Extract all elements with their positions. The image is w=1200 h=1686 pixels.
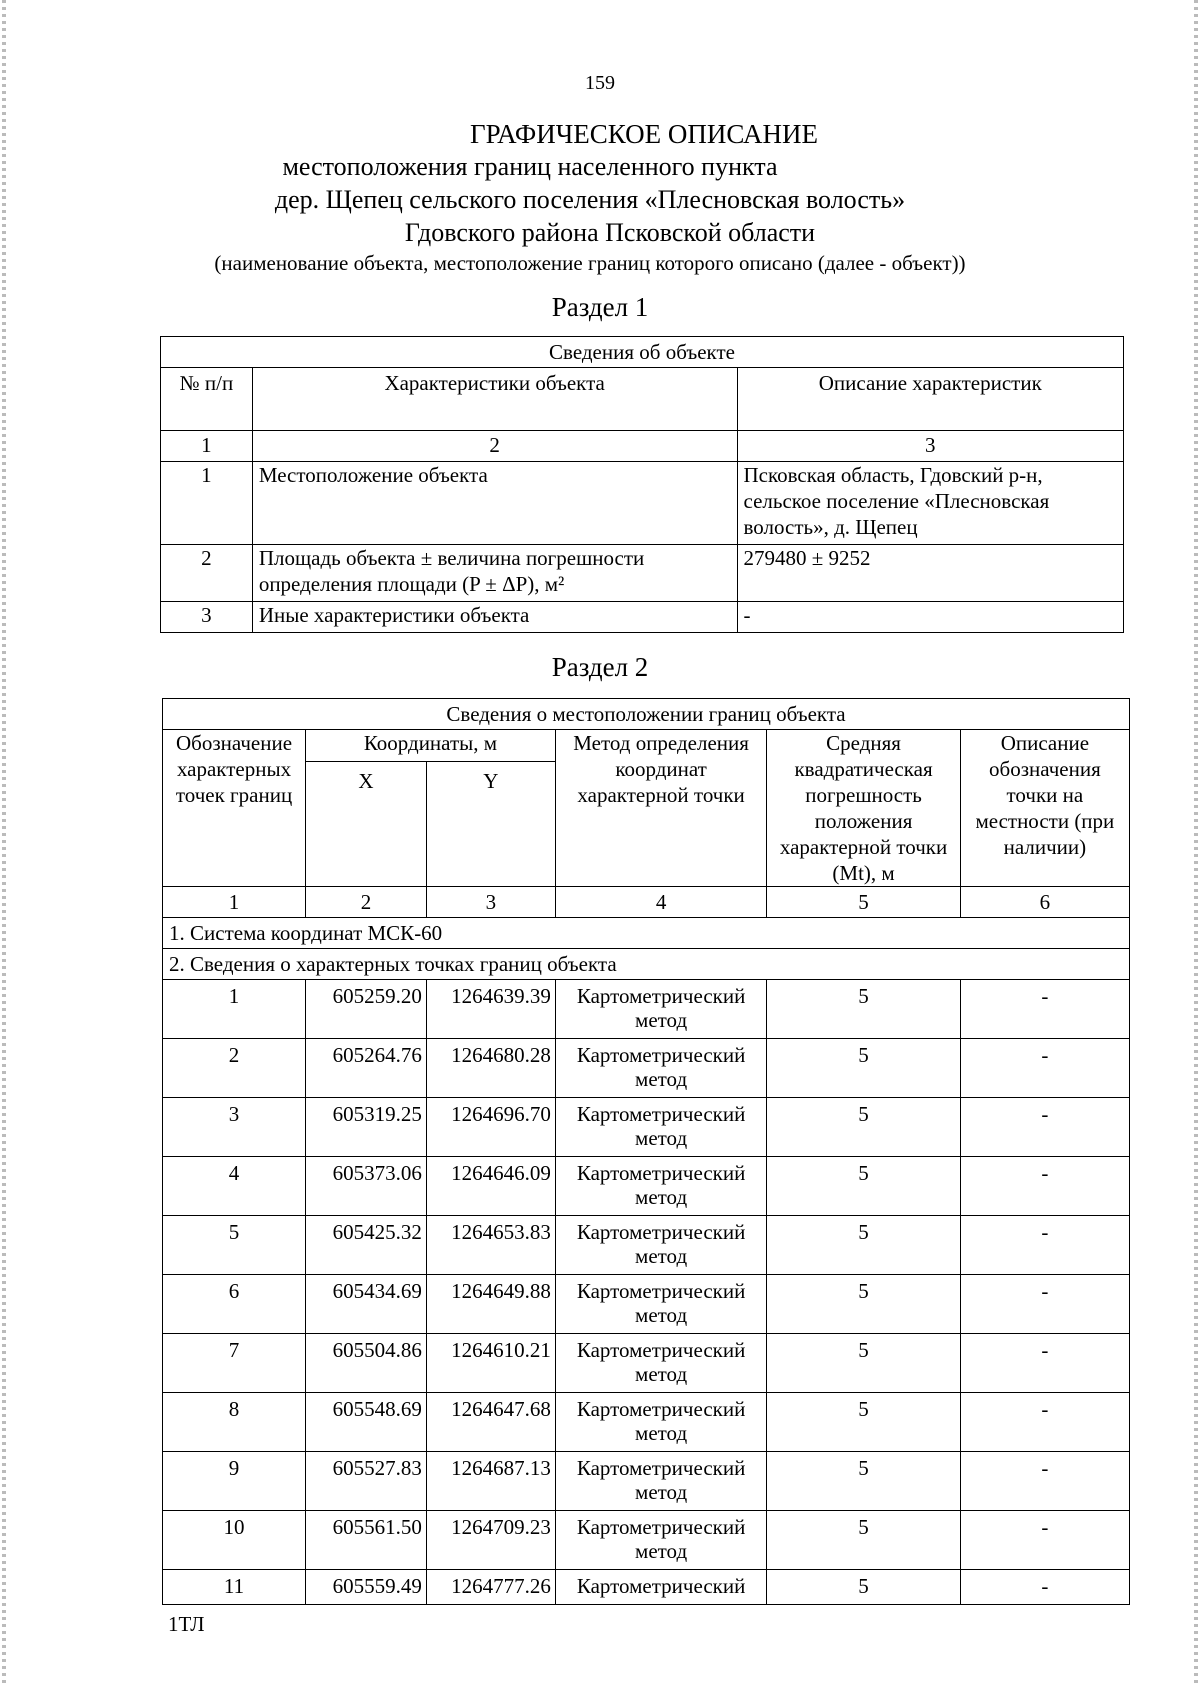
point-number: 6 (163, 1275, 306, 1334)
title-block (60, 118, 1200, 277)
title-line-1: местоположения границ населенного пункта (282, 152, 778, 181)
title-line-3: Гдовского района Псковской области (404, 218, 816, 247)
method: Картометрический метод (555, 1157, 767, 1216)
coord-y: 1264649.88 (426, 1275, 555, 1334)
method: Картометрический метод (555, 1275, 767, 1334)
characteristic-value: 279480 ± 9252 (737, 545, 1124, 602)
table-row (161, 462, 1124, 545)
document-title: ГРАФИЧЕСКОЕ ОПИСАНИЕ (469, 119, 819, 149)
method: Картометрический метод (555, 1511, 767, 1570)
coord-y: 1264647.68 (426, 1393, 555, 1452)
coord-x: 605548.69 (306, 1393, 427, 1452)
coord-y: 1264680.28 (426, 1039, 555, 1098)
table-row (163, 980, 1130, 1039)
mt-value: 5 (767, 1393, 960, 1452)
coord-x: 605559.49 (306, 1570, 427, 1605)
point-description: - (960, 1039, 1129, 1098)
coord-y: 1264777.26 (426, 1570, 555, 1605)
coord-x: 605561.50 (306, 1511, 427, 1570)
point-number: 11 (163, 1570, 306, 1605)
characteristic-value: - (737, 602, 1124, 633)
characteristic-name: Иные характеристики объекта (252, 602, 737, 633)
method: Картометрический метод (555, 980, 767, 1039)
points-body (163, 980, 1130, 1605)
point-number: 7 (163, 1334, 306, 1393)
method: Картометрический метод (555, 1098, 767, 1157)
point-number: 3 (163, 1098, 306, 1157)
mt-value: 5 (767, 1098, 960, 1157)
coord-y: 1264639.39 (426, 980, 555, 1039)
title-line-2: дер. Щепец сельского поселения «Плесновская волость» (274, 185, 906, 214)
row-number: 3 (161, 602, 253, 633)
row-number: 1 (161, 462, 253, 545)
coord-x: 605527.83 (306, 1452, 427, 1511)
table-row (163, 1275, 1130, 1334)
point-description: - (960, 1334, 1129, 1393)
table-row (163, 1570, 1130, 1605)
mt-value: 5 (767, 1334, 960, 1393)
point-description: - (960, 1275, 1129, 1334)
mt-value: 5 (767, 1216, 960, 1275)
object-info-table (160, 336, 1124, 633)
table-row (163, 1334, 1130, 1393)
title-note: (наименование объекта, местоположение границ которого описано (далее - объект)) (214, 251, 966, 275)
point-number: 5 (163, 1216, 306, 1275)
point-number: 4 (163, 1157, 306, 1216)
coord-y: 1264696.70 (426, 1098, 555, 1157)
point-number: 2 (163, 1039, 306, 1098)
coord-y: 1264653.83 (426, 1216, 555, 1275)
coord-y: 1264709.23 (426, 1511, 555, 1570)
mt-value: 5 (767, 1039, 960, 1098)
method: Картометрический метод (555, 1334, 767, 1393)
point-description: - (960, 1157, 1129, 1216)
point-description: - (960, 980, 1129, 1039)
table-row (163, 1393, 1130, 1452)
point-description: - (960, 1570, 1129, 1605)
table-caption: Сведения об объекте (161, 337, 1124, 368)
characteristic-value: Псковская область, Гдовский р-н, сельское поселение «Плесновская волость», д. Щепец (737, 462, 1124, 545)
column-number: 4 (555, 887, 767, 918)
coord-y: 1264687.13 (426, 1452, 555, 1511)
section-2-title: Раздел 2 (551, 652, 649, 682)
coord-y: 1264610.21 (426, 1334, 555, 1393)
points-caption-row: 2. Сведения о характерных точках границ объекта (163, 949, 1130, 980)
column-number: 6 (960, 887, 1129, 918)
table-row (163, 1098, 1130, 1157)
method: Картометрический метод (555, 1393, 767, 1452)
column-header-y: Y (426, 761, 555, 886)
point-number: 9 (163, 1452, 306, 1511)
column-header: Характеристики объекта (252, 368, 737, 431)
mt-value: 5 (767, 1511, 960, 1570)
column-header: Координаты, м (306, 730, 556, 762)
point-description: - (960, 1511, 1129, 1570)
point-number: 8 (163, 1393, 306, 1452)
column-number: 3 (737, 431, 1124, 462)
mt-value: 5 (767, 1570, 960, 1605)
coord-x: 605259.20 (306, 980, 427, 1039)
coord-x: 605434.69 (306, 1275, 427, 1334)
method: Картометрический метод (555, 1452, 767, 1511)
column-number: 5 (767, 887, 960, 918)
point-description: - (960, 1452, 1129, 1511)
point-description: - (960, 1393, 1129, 1452)
point-number: 10 (163, 1511, 306, 1570)
point-number: 1 (163, 980, 306, 1039)
column-header: Обозначение характерных точек границ (163, 730, 306, 887)
column-header-x: X (306, 761, 427, 886)
method: Картометрический метод (555, 1039, 767, 1098)
point-description: - (960, 1098, 1129, 1157)
table-caption: Сведения о местоположении границ объекта (163, 699, 1130, 730)
coord-x: 605373.06 (306, 1157, 427, 1216)
coord-x: 605504.86 (306, 1334, 427, 1393)
table-row (163, 1511, 1130, 1570)
row-number: 2 (161, 545, 253, 602)
table-row (163, 1452, 1130, 1511)
column-number: 3 (426, 887, 555, 918)
column-number: 2 (252, 431, 737, 462)
point-description: - (960, 1216, 1129, 1275)
coord-x: 605264.76 (306, 1039, 427, 1098)
footer-code: 1ТЛ (168, 1612, 205, 1636)
coord-x: 605319.25 (306, 1098, 427, 1157)
column-header: Метод определения координат характерной точки (555, 730, 767, 887)
characteristic-name: Площадь объекта ± величина погрешности определения площади (P ± ΔP), м² (252, 545, 737, 602)
column-number: 1 (163, 887, 306, 918)
coord-y: 1264646.09 (426, 1157, 555, 1216)
table-row (163, 1039, 1130, 1098)
table-row (161, 602, 1124, 633)
column-number: 1 (161, 431, 253, 462)
column-header: Описание обозначения точки на местности (при наличии) (960, 730, 1129, 887)
page-number: 159 (585, 72, 615, 94)
boundary-points-table (162, 698, 1130, 1605)
mt-value: 5 (767, 1157, 960, 1216)
method: Картометрический метод (555, 1216, 767, 1275)
table-row (163, 1216, 1130, 1275)
table-row (161, 545, 1124, 602)
column-header: Средняя квадратическая погрешность положения характерной точки (Mt), м (767, 730, 960, 887)
section-1-title: Раздел 1 (551, 292, 649, 322)
mt-value: 5 (767, 1275, 960, 1334)
method: Картометрический (555, 1570, 767, 1605)
characteristic-name: Местоположение объекта (252, 462, 737, 545)
column-header: № п/п (161, 368, 253, 431)
table-row (163, 1157, 1130, 1216)
coordinate-system-row: 1. Система координат МСК-60 (163, 918, 1130, 949)
mt-value: 5 (767, 1452, 960, 1511)
mt-value: 5 (767, 980, 960, 1039)
coord-x: 605425.32 (306, 1216, 427, 1275)
column-number: 2 (306, 887, 427, 918)
column-header: Описание характеристик (737, 368, 1124, 431)
